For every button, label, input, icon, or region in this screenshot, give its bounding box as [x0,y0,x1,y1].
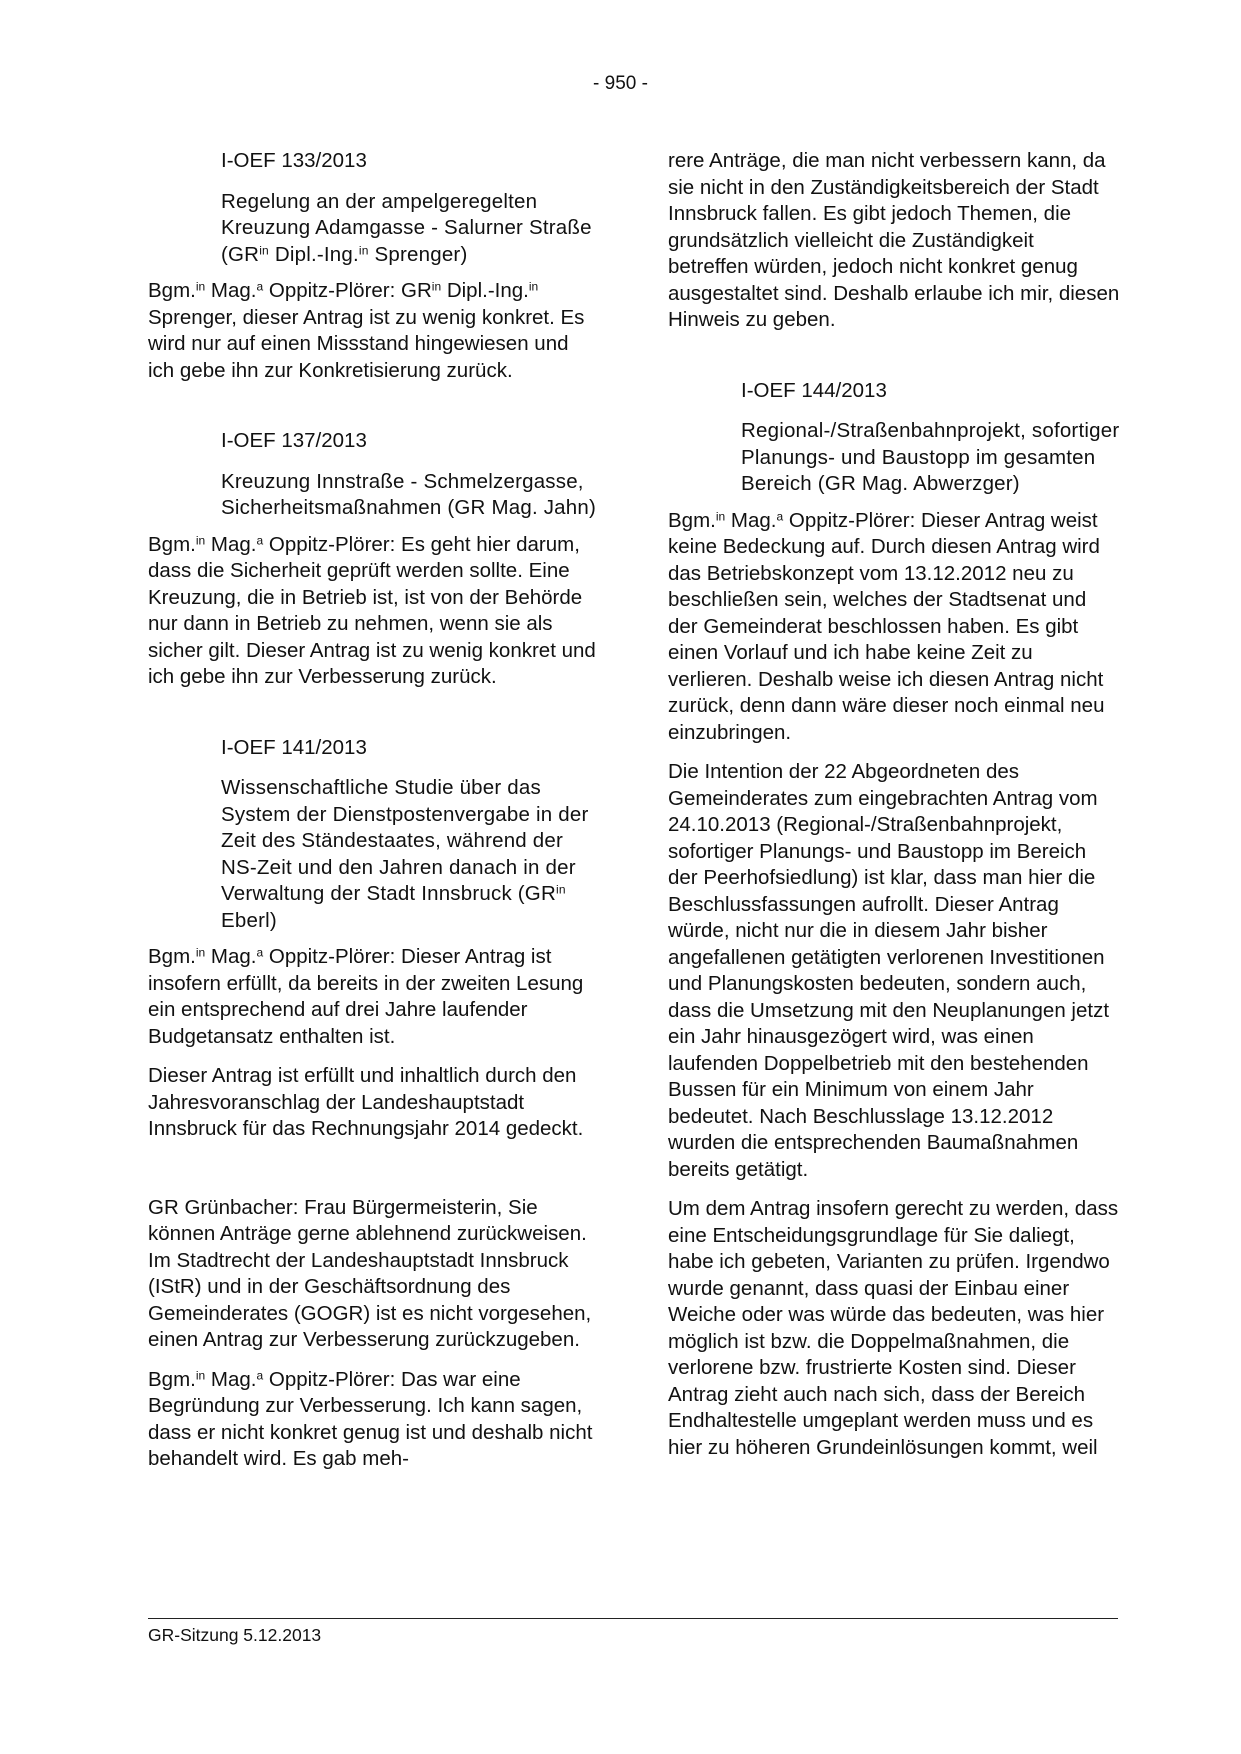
paragraph: Bgm.$^{in}$ Mag.$^a$ Oppitz-Plörer: $GR^{in}$ Dipl.-Ing.$^{in}$ Sprenger, dieser Antrag ist zu wenig konkret. Es wird nur auf einen Missstand hingewiesen und ich gebe ihn zur Konkretisierung zurück. [148,279,585,382]
item-id: I-OEF 144/2013 [741,378,887,402]
item-id: I-OEF 141/2013 [221,735,367,759]
paragraph: Bgm.$^{in}$ Mag.$^a$ Oppitz-Plörer: Dieser Antrag ist insofern erfüllt, da bereits in der zweiten Lesung ein entsprechend auf drei Jahre laufender Budgetansatz enthalten ist. [148,945,584,1048]
paragraph: Bgm.$^{in}$ Mag.$^a$ Oppitz-Plörer: Das war eine Begründung zur Verbesserung. Ich kann sagen, dass er nicht konkret genug ist und deshalb nicht behandelt wird. Es gab meh- [148,1367,593,1470]
paragraph: Die Intention der 22 Abgeordneten des Gemeinderates zum eingebrachten Antrag vom 24.10.2013 (Regional-/Straßenbahnprojekt, sofortiger Planungs- und Baustopp im Bereich der Peerhofsiedlung) ist klar, dass man hier die Beschlussfassungen aufrollt. Dieser Antrag würde, nicht nur die in diesem Jahr bisher angefallenen getätigten verlorenen Investitionen und Planungskosten bedeuten, sondern auch, dass die Umsetzung mit den Neuplanungen jetzt ein Jahr hinausgezögert wird, was einen laufenden Doppelbetrieb mit den bestehenden Bussen für ein Minimum von einem Jahr bedeutet. Nach Beschlusslage 13.12.2012 wurden die entsprechenden Baumaßnahmen bereits getätigt. [668,760,1110,1181]
footer-divider [148,1618,1118,1619]
paragraph: Bgm.$^{in}$ Mag.$^a$ Oppitz-Plörer: Dieser Antrag weist keine Bedeckung auf. Durch diesen Antrag wird das Betriebskonzept vom 13.12.2012 neu zu beschließen sein, welches der Stadtsenat und der Gemeinderat beschlossen haben. Es gibt einen Vorlauf und ich habe keine Zeit zu verlieren. Deshalb weise ich diesen Antrag nicht zurück, denn dann wäre dieser noch einmal neu einzubringen. [668,508,1105,744]
footer-session-label: GR-Sitzung 5.12.2013 [148,1625,322,1645]
paragraph: Dieser Antrag ist erfüllt und inhaltlich durch den Jahresvoranschlag der Landeshauptstadt Innsbruck für das Rechnungsjahr 2014 gedeckt. [148,1064,584,1140]
paragraph: Um dem Antrag insofern gerecht zu werden, dass eine Entscheidungsgrundlage für Sie daliegt, habe ich gebeten, Varianten zu prüfen. Irgendwo wurde genannt, dass quasi der Einbau einer Weiche oder was würde das bedeuten, was hier möglich ist bzw. die Doppelmaßnahmen, die verlorene bzw. frustrierte Kosten sind. Dieser Antrag zieht auch nach sich, dass der Bereich Endhaltestelle umgeplant werden muss und es hier zu höheren Grundeinlösungen kommt, weil [668,1197,1119,1459]
paragraph: rere Anträge, die man nicht verbessern kann, da sie nicht in den Zuständigkeitsbereich der Stadt Innsbruck fallen. Es gibt jedoch Themen, die grundsätzlich vielleicht die Zuständigkeit betreffen würden, jedoch nicht konkret genug ausgestaltet sind. Deshalb erlaube ich mir, diesen Hinweis zu geben. [668,149,1120,331]
left-column [148,148,600,1486]
item-title: Wissenschaftliche Studie über das System der Dienstpostenvergabe in der Zeit des Ständestaates, während der NS-Zeit und den Jahren danach in der Verwaltung der Stadt Innsbruck ($GR^{in}$ Eberl) [221,776,589,932]
item-title: Regelung an der ampelgeregelten Kreuzung Adamgasse - Salurner Straße ($GR^{in}$ Dipl.-Ing.$^{in}$ Sprenger) [221,189,592,266]
item-id: I-OEF 133/2013 [221,149,367,172]
right-column [668,148,1120,1474]
item-title: Regional-/Straßenbahnprojekt, sofortiger Planungs- und Baustopp im gesamten Bereich (GR Mag. Abwerzger) [741,419,1120,495]
paragraph: Bgm.$^{in}$ Mag.$^a$ Oppitz-Plörer: Es geht hier darum, dass die Sicherheit geprüft werden sollte. Eine Kreuzung, die in Betrieb ist, ist von der Behörde nur dann in Betrieb zu nehmen, wenn sie als sicher gilt. Dieser Antrag ist zu wenig konkret und ich gebe ihn zur Verbesserung zurück. [148,532,596,688]
page-number: - 950 - [593,73,648,94]
item-title: Kreuzung Innstraße - Schmelzergasse, Sicherheitsmaßnahmen (GR Mag. Jahn) [221,469,597,519]
item-id: I-OEF 137/2013 [221,429,367,452]
paragraph: GR Grünbacher: Frau Bürgermeisterin, Sie können Anträge gerne ablehnend zurückweisen. Im Stadtrecht der Landeshauptstadt Innsbruck (IStR) und in der Geschäftsordnung des Gemeinderates (GOGR) ist es nicht vorgesehen, einen Antrag zur Verbesserung zurückzugeben. [148,1195,592,1351]
